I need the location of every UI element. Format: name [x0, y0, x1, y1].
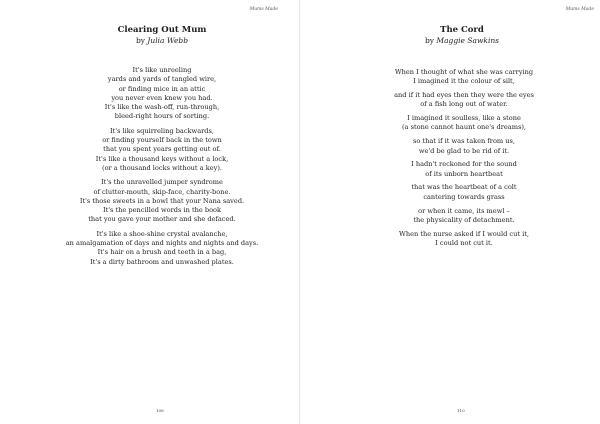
poem-line: or finding mice in an attic — [118, 84, 206, 93]
poem-line: When I thought of what she was carrying — [394, 68, 534, 76]
poem-line: When the nurse asked if I would cut it, — [399, 229, 529, 238]
stanza — [314, 207, 600, 226]
poem-line: yards and yards of tangled wire, — [107, 75, 217, 84]
poem-line: It's hair on a brush and teeth in a bag, — [97, 248, 227, 257]
byline-left — [12, 36, 312, 45]
poem-line: I hadn't reckoned for the sound — [411, 160, 517, 169]
poem-title-right: The Cord — [440, 25, 484, 35]
byline-right — [312, 36, 600, 45]
poem-line: that was the heartbeat of a colt — [411, 183, 517, 192]
poem-line: that you gave your mother and she defaced. — [88, 215, 236, 224]
poem-line: It's like a shoe-shine crystal avalanche, — [96, 229, 228, 238]
poem-line: bleed-right hours of sorting. — [114, 112, 210, 121]
poem-line: It's like unreeling — [132, 66, 192, 74]
poem-line: cantering towards grass — [423, 192, 505, 201]
poem-body-left — [12, 66, 312, 272]
poem-line: I imagined it soulless, like a stone — [407, 114, 521, 123]
byline-prefix-left: by — [135, 36, 145, 45]
page-number-right: 110 — [457, 408, 465, 413]
right-page — [300, 0, 600, 424]
poem-line: It's like squirreling backwards, — [110, 126, 214, 135]
stanza — [314, 91, 600, 110]
poem-line: It's the pencilled words in the book — [102, 206, 222, 215]
poem-line: I could not cut it. — [435, 238, 493, 247]
stanza — [12, 66, 312, 122]
poem-line: It's those sweets in a bowl that your Nana saved. — [79, 196, 245, 205]
poem-line: that you spent years getting out of. — [103, 145, 221, 154]
poem-line: I imagined it the colour of silt, — [413, 77, 515, 86]
poem-line: the physicality of detachment. — [413, 215, 515, 224]
stanza — [12, 230, 312, 267]
poem-line: so that if it was taken from us, — [412, 137, 516, 146]
poem-line: an amalgamation of days and nights and nights and days. — [65, 239, 259, 248]
stanza — [314, 137, 600, 156]
poem-line: or finding yourself back in the town — [102, 136, 222, 145]
stanza — [12, 178, 312, 224]
poem-line: of clutter-mouth, skip-face, charity-bone. — [93, 187, 231, 196]
poem-line: and if it had eyes then they were the eyes — [394, 91, 534, 100]
poem-line: It's the unravelled jumper syndrome — [101, 178, 223, 187]
poem-line: It's like the wash-off, run-through, — [104, 103, 220, 112]
poem-line: or when it came, its mewl – — [418, 206, 510, 215]
stanza — [314, 183, 600, 202]
poem-line: of its unborn heartbeat — [425, 169, 503, 178]
stanza — [314, 160, 600, 179]
author-name-right: Maggie Sawkins — [436, 36, 500, 45]
poem-line: you never even knew you had. — [111, 93, 213, 102]
stanza — [314, 114, 600, 133]
stanza — [314, 230, 600, 249]
byline-prefix-right: by — [424, 36, 434, 45]
poem-line: we'd be glad to be rid of it. — [418, 146, 510, 155]
running-head-left: Mums Made — [249, 7, 278, 12]
author-name-left: Julia Webb — [147, 36, 189, 45]
poem-line: (or a thousand locks without a key). — [102, 163, 222, 172]
poem-line: It's like a thousand keys without a lock, — [95, 154, 229, 163]
poem-title-left: Clearing Out Mum — [117, 25, 207, 35]
poem-line: of a fish long out of water. — [420, 100, 508, 109]
poem-body-right — [314, 68, 600, 253]
page-number-left: 108 — [156, 408, 164, 413]
stanza — [12, 127, 312, 173]
poem-line: (a stone cannot haunt one's dreams), — [401, 123, 527, 132]
running-head-right: Mums Made — [565, 7, 594, 12]
stanza — [314, 68, 600, 87]
poem-line: It's a dirty bathroom and unwashed plates. — [90, 257, 234, 266]
